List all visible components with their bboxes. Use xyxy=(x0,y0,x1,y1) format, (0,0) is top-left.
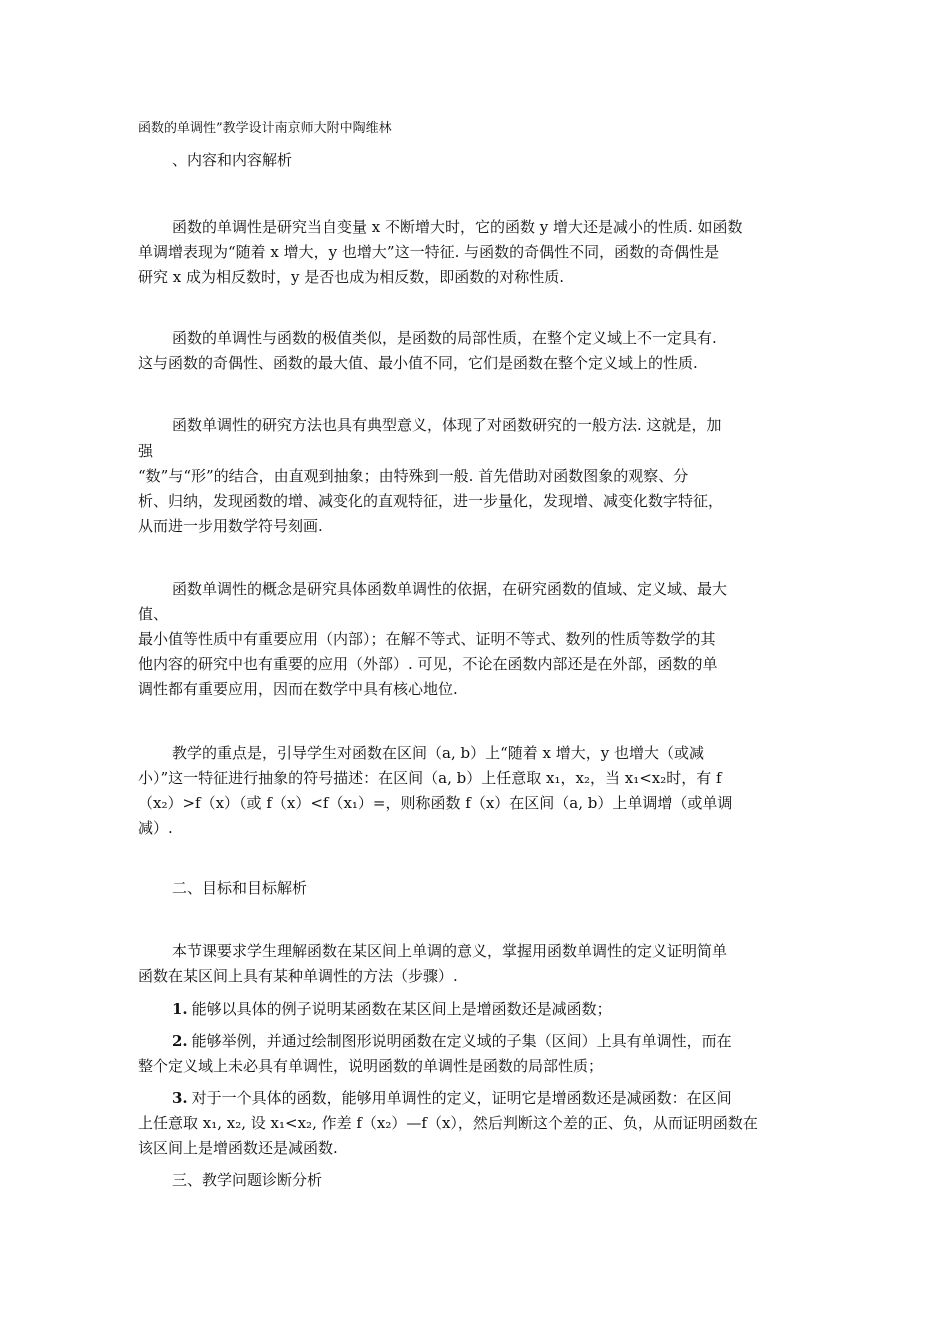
goal-number: 2. xyxy=(172,1032,188,1050)
paragraph-1-line: 单调增表现为“随着 x 增大，y 也增大”这一特征. 与函数的奇偶性不同，函数的奇偶性是 xyxy=(138,243,720,261)
paragraph-3-line: 从而进一步用数学符号刻画. xyxy=(138,517,323,535)
section-heading-2: 二、目标和目标解析 xyxy=(172,879,308,897)
paragraph-1-line: 函数的单调性是研究当自变量 x 不断增大时，它的函数 y 增大还是减小的性质. 如函数 xyxy=(172,218,743,236)
goal-text: 能够以具体的例子说明某函数在某区间上是增函数还是减函数； xyxy=(191,1000,612,1018)
goal-number: 3. xyxy=(172,1089,188,1107)
paragraph-3-line: 析、归纳，发现函数的增、减变化的直观特征，进一步量化，发现增、减变化数字特征， xyxy=(138,492,724,510)
paragraph-6-line: 函数在某区间上具有某种单调性的方法（步骤）. xyxy=(138,967,458,985)
goal-item-2-continuation: 整个定义域上未必具有单调性，说明函数的单调性是函数的局部性质； xyxy=(138,1057,604,1075)
paragraph-3-line: 强 xyxy=(138,442,154,460)
paragraph-1-line: 研究 x 成为相反数时，y 是否也成为相反数，即函数的对称性质. xyxy=(138,268,565,286)
paragraph-5-line: 小）”这一特征进行抽象的符号描述：在区间（a, b）上任意取 x₁，x₂，当 x₁<x₂时，有 f xyxy=(138,769,722,787)
paragraph-4-line: 调性都有重要应用，因而在数学中具有核心地位. xyxy=(138,680,458,698)
paragraph-3-line: 函数单调性的研究方法也具有典型意义，体现了对函数研究的一般方法. 这就是，加 xyxy=(172,416,722,434)
paragraph-6-line: 本节课要求学生理解函数在某区间上单调的意义，掌握用函数单调性的定义证明简单 xyxy=(172,942,728,960)
section-heading-1: 、内容和内容解析 xyxy=(172,151,293,169)
goal-number: 1. xyxy=(172,1000,188,1018)
paragraph-2-line: 这与函数的奇偶性、函数的最大值、最小值不同，它们是函数在整个定义域上的性质. xyxy=(138,354,698,372)
paragraph-5-line: 减）. xyxy=(138,819,173,837)
goal-text: 对于一个具体的函数，能够用单调性的定义，证明它是增函数还是减函数：在区间 xyxy=(191,1089,732,1107)
goal-text: 能够举例，并通过绘制图形说明函数在定义域的子集（区间）上具有单调性，而在 xyxy=(191,1032,732,1050)
paragraph-5-line: （x₂）>f（x）（或 f（x）<f（x₁）=，则称函数 f（x）在区间（a, b）上单调增（或单调 xyxy=(138,794,733,812)
paragraph-4-line: 他内容的研究中也有重要的应用（外部）. 可见，不论在函数内部还是在外部，函数的单 xyxy=(138,655,718,673)
paragraph-5-line: 教学的重点是，引导学生对函数在区间（a, b）上“随着 x 增大，y 也增大（或减 xyxy=(172,744,704,762)
goal-item-2 xyxy=(172,1030,732,1052)
goal-item-1 xyxy=(172,998,612,1020)
paragraph-4-line: 最小值等性质中有重要应用（内部）；在解不等式、证明不等式、数列的性质等数学的其 xyxy=(138,630,716,648)
goal-item-3 xyxy=(172,1087,732,1109)
paragraph-4-line: 值、 xyxy=(138,605,169,623)
paragraph-3-line: “数”与“形”的结合，由直观到抽象；由特殊到一般. 首先借助对函数图象的观察、分 xyxy=(138,467,689,485)
goal-item-3-continuation: 上任意取 x₁, x₂, 设 x₁<x₂, 作差 f（x₂）—f（x），然后判断这个差的正、负，从而证明函数在 xyxy=(138,1114,758,1132)
paragraph-2-line: 函数的单调性与函数的极值类似，是函数的局部性质，在整个定义域上不一定具有. xyxy=(172,329,717,347)
goal-item-3-continuation: 该区间上是增函数还是减函数. xyxy=(138,1139,338,1157)
paragraph-4-line: 函数单调性的概念是研究具体函数单调性的依据，在研究函数的值域、定义域、最大 xyxy=(172,580,728,598)
document-title: 函数的单调性”教学设计南京师大附中陶维林 xyxy=(138,121,392,136)
section-heading-3: 三、教学问题诊断分析 xyxy=(172,1171,323,1189)
